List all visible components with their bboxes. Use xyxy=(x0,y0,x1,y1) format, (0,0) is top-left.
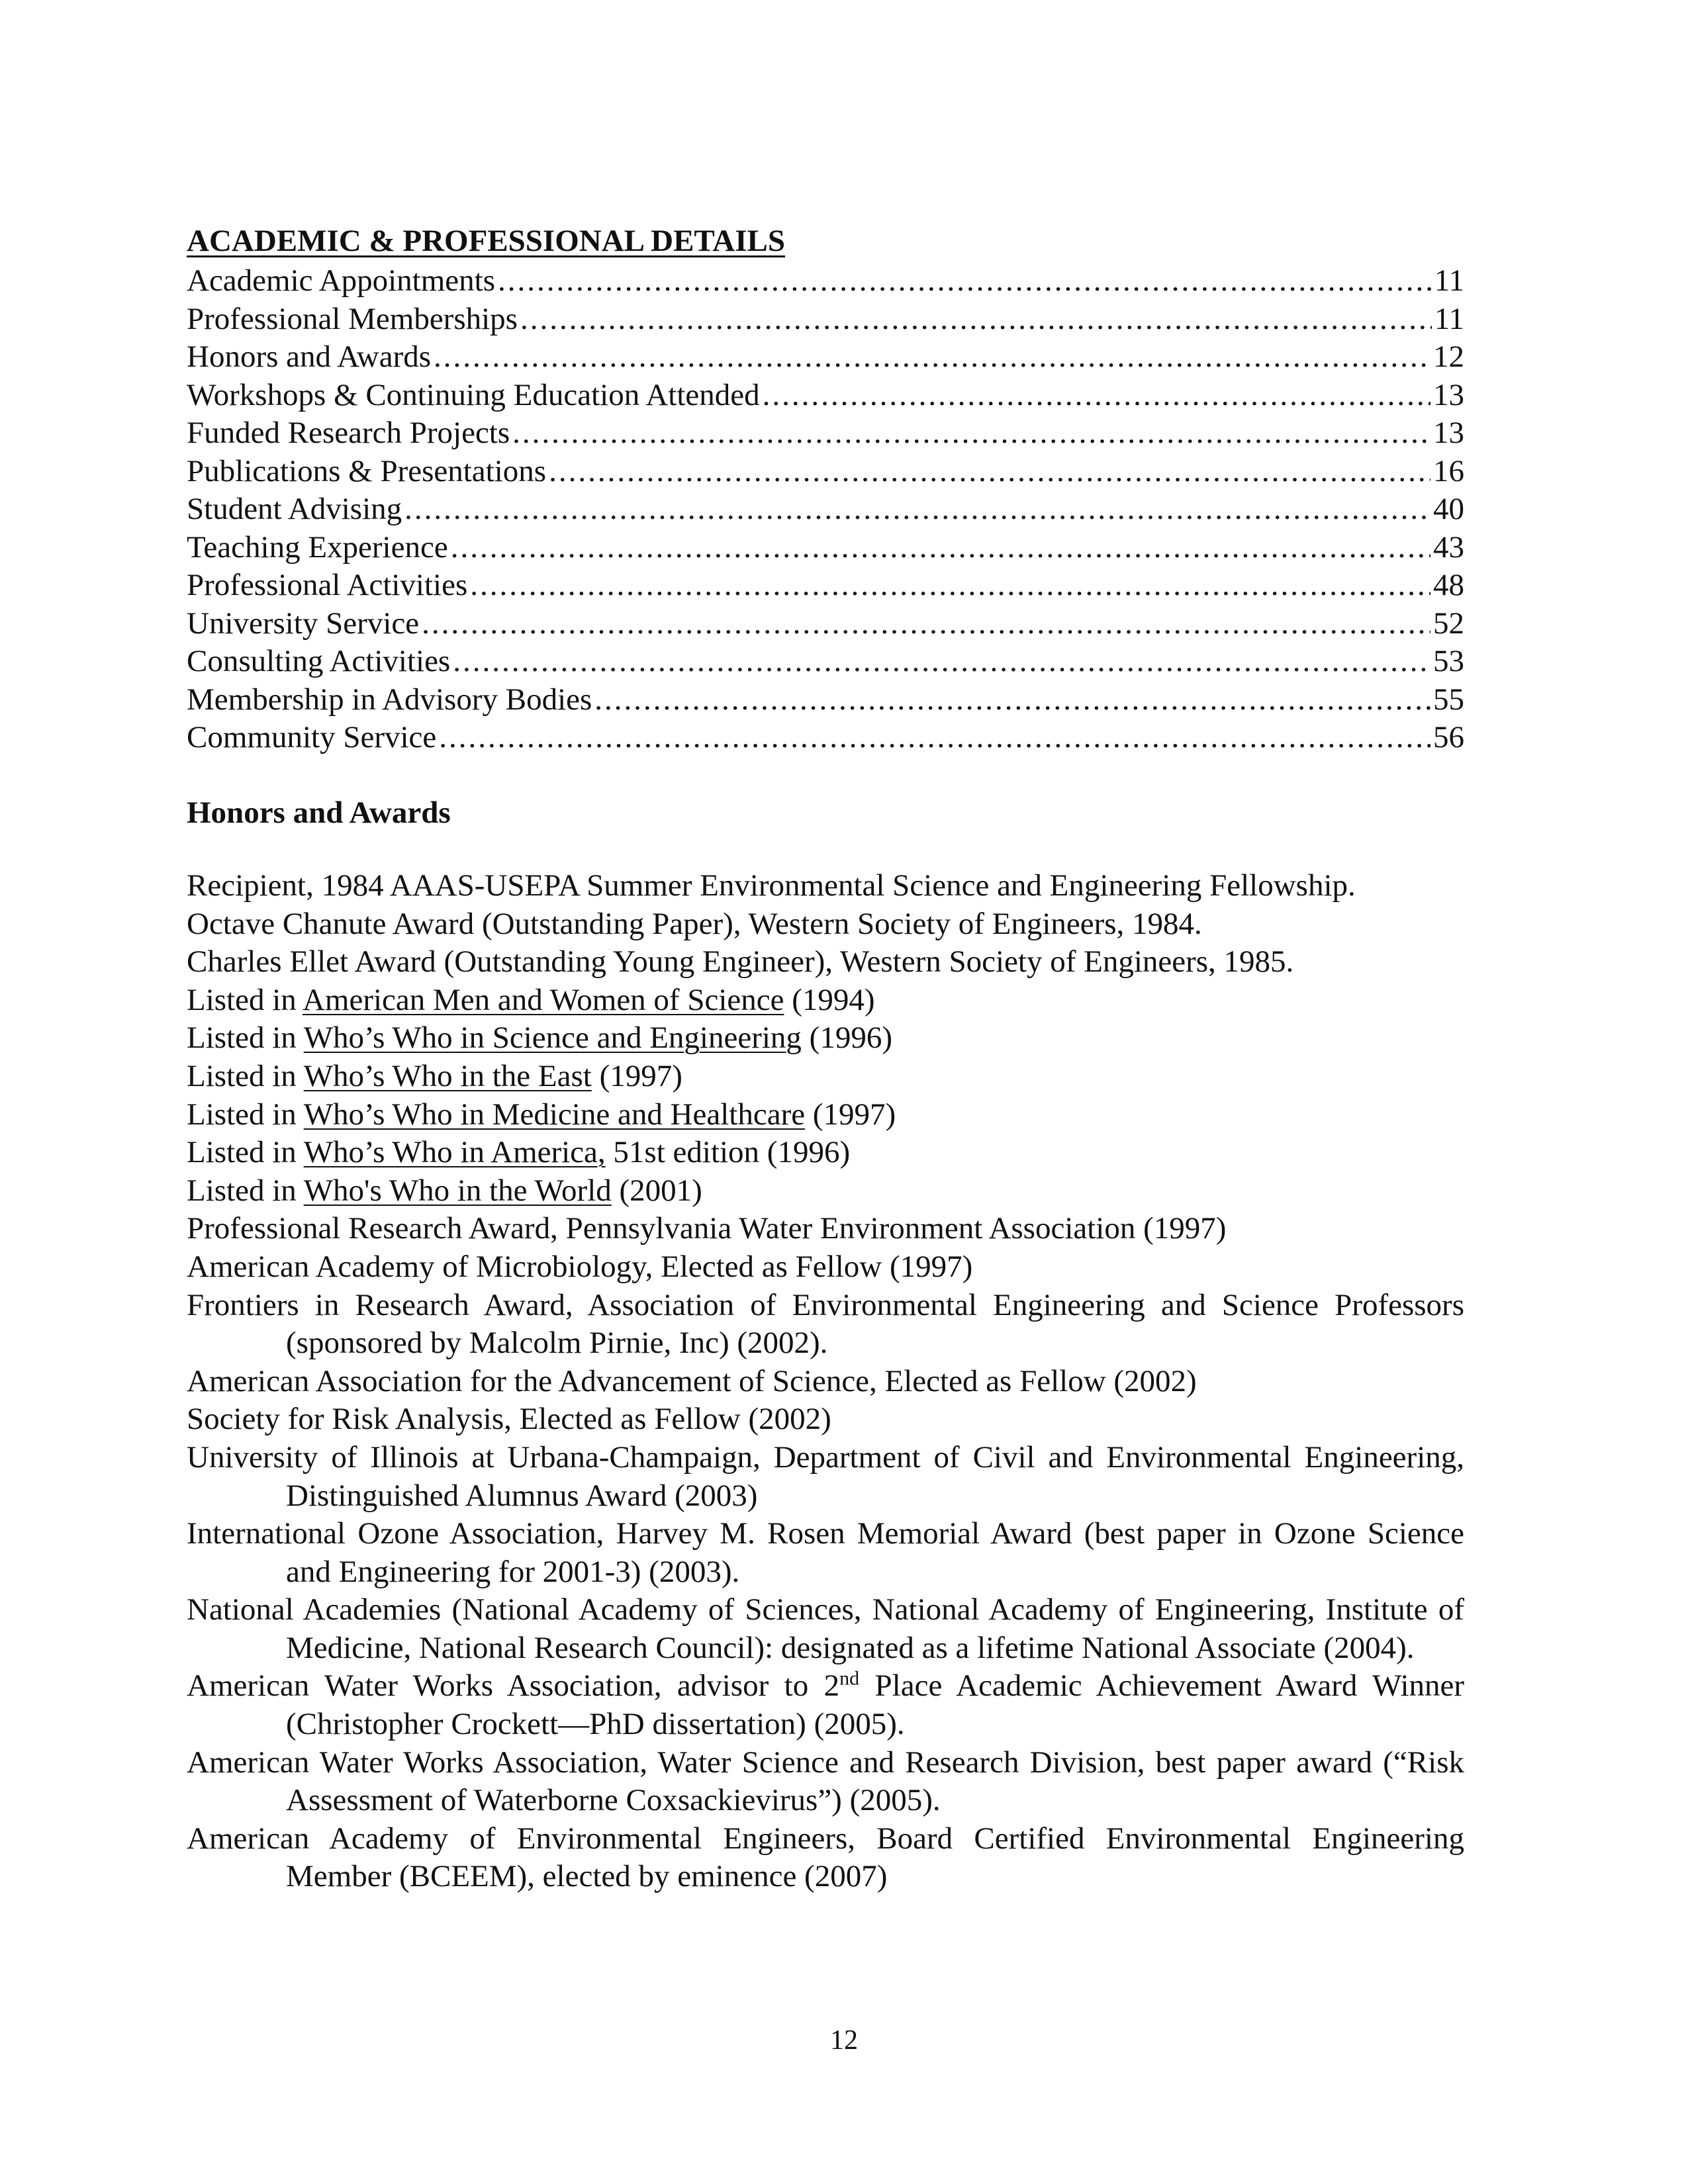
toc-leader-dots xyxy=(594,681,1430,719)
award-item xyxy=(187,1172,1464,1210)
award-prefix: Listed in xyxy=(187,1058,304,1093)
honors-list xyxy=(187,867,1464,1896)
publication-title: American Men and Women of Science xyxy=(302,982,784,1017)
award-item: University of Illinois at Urbana-Champaign, Department of Civil and Environmental Engineering, Distinguished Alumnus Award (2003) xyxy=(187,1439,1464,1513)
toc-entry-page: 56 xyxy=(1433,720,1464,754)
award-prefix: Listed in xyxy=(187,982,303,1017)
toc-entry-page: 12 xyxy=(1433,340,1464,374)
award-prefix: Listed in xyxy=(187,1021,304,1056)
publication-title: Who’s Who in Science and Engineering xyxy=(303,1021,802,1056)
toc-entry-label: Professional Activities xyxy=(187,568,468,602)
toc-entry xyxy=(187,719,1464,757)
toc-entry-label: Community Service xyxy=(187,720,437,754)
toc-entry xyxy=(187,377,1464,415)
toc-leader-dots xyxy=(434,338,1430,376)
toc-entry-page: 43 xyxy=(1433,529,1464,565)
award-item xyxy=(187,1667,1464,1743)
toc-leader-dots xyxy=(520,300,1432,338)
toc-leader-dots xyxy=(439,719,1430,756)
award-item: American Academy of Environmental Engineers, Board Certified Environmental Engineering Member (BCEEM), elected by eminence (2007) xyxy=(187,1821,1464,1894)
award-suffix: (2001) xyxy=(611,1173,702,1208)
toc-entry xyxy=(187,300,1464,339)
toc-entry-page: 48 xyxy=(1433,568,1464,602)
ordinal-superscript: nd xyxy=(839,1667,860,1690)
publication-title: Who’s Who in America, xyxy=(303,1135,606,1170)
toc-entry xyxy=(187,262,1464,300)
award-item: Society for Risk Analysis, Elected as Fellow (2002) xyxy=(187,1402,831,1437)
toc-entry-label: Professional Memberships xyxy=(187,301,518,336)
toc-entry-page: 52 xyxy=(1433,606,1464,641)
honors-heading: Honors and Awards xyxy=(187,796,451,830)
award-item: National Academies (National Academy of Sciences, National Academy of Engineering, Institute of Medicine, National Research Council): designated as a lifetime National Associate (2004). xyxy=(187,1592,1464,1665)
toc-entry-label: University Service xyxy=(187,606,420,641)
toc-entry-page: 11 xyxy=(1434,301,1464,336)
award-suffix: (1997) xyxy=(805,1097,896,1132)
toc-entry-label: Workshops & Continuing Education Attended xyxy=(187,377,760,412)
award-item: Professional Research Award, Pennsylvania Water Environment Association (1997) xyxy=(187,1211,1227,1246)
toc-leader-dots xyxy=(451,529,1430,567)
toc-entry-page: 16 xyxy=(1433,453,1464,488)
toc-heading: ACADEMIC & PROFESSIONAL DETAILS xyxy=(187,224,786,258)
award-prefix: Listed in xyxy=(187,1135,304,1170)
toc-entry-page: 11 xyxy=(1434,263,1464,298)
award-text-before: American Water Works Association, advisor to 2 xyxy=(187,1668,840,1704)
award-text-after: Place Academic Achievement Award Winner (Christopher Crockett—PhD dissertation) (2005). xyxy=(286,1668,1465,1742)
toc-entry xyxy=(187,567,1464,605)
award-suffix: (1994) xyxy=(784,982,875,1017)
toc-entry-page: 40 xyxy=(1433,492,1464,526)
toc-entry xyxy=(187,338,1464,377)
award-item: American Academy of Microbiology, Elected as Fellow (1997) xyxy=(187,1249,973,1284)
award-prefix: Listed in xyxy=(187,1097,304,1132)
award-item: American Water Works Association, Water Science and Research Division, best paper award (“Risk Assessment of Waterborne Coxsackievirus”) (2005). xyxy=(187,1745,1464,1818)
toc-leader-dots xyxy=(512,414,1430,452)
toc-entry-label: Honors and Awards xyxy=(187,340,432,374)
award-suffix: 51st edition (1996) xyxy=(605,1135,851,1170)
toc-entry-label: Teaching Experience xyxy=(187,529,448,565)
award-item xyxy=(187,1096,1464,1134)
toc-entry xyxy=(187,605,1464,643)
toc-leader-dots xyxy=(470,567,1430,604)
award-item: Frontiers in Research Award, Association of Environmental Engineering and Science Professors (sponsored by Malcolm Pirnie, Inc) (2002). xyxy=(187,1287,1464,1361)
toc-entry xyxy=(187,414,1464,453)
toc-leader-dots xyxy=(404,490,1430,528)
toc-entry-label: Academic Appointments xyxy=(187,263,495,298)
toc-entry-label: Student Advising xyxy=(187,492,402,526)
award-item: International Ozone Association, Harvey M. Rosen Memorial Award (best paper in Ozone Science and Engineering for 2001-3) (2003). xyxy=(187,1516,1464,1589)
publication-title: Who’s Who in the East xyxy=(303,1058,592,1093)
award-prefix: Listed in xyxy=(187,1173,304,1208)
toc-entry-page: 55 xyxy=(1433,682,1464,717)
publication-title: Who's Who in the World xyxy=(303,1173,612,1208)
table-of-contents xyxy=(187,262,1464,757)
award-item: American Association for the Advancement of Science, Elected as Fellow (2002) xyxy=(187,1363,1197,1398)
award-item: Octave Chanute Award (Outstanding Paper), Western Society of Engineers, 1984. xyxy=(187,906,1202,941)
toc-leader-dots xyxy=(453,643,1430,680)
toc-entry xyxy=(187,453,1464,491)
award-item xyxy=(187,1019,1464,1058)
toc-entry-label: Funded Research Projects xyxy=(187,416,510,450)
award-item: Recipient, 1984 AAAS-USEPA Summer Environmental Science and Engineering Fellowship. xyxy=(187,868,1356,903)
award-item xyxy=(187,1134,1464,1172)
toc-entry-label: Publications & Presentations xyxy=(187,453,547,488)
toc-entry-page: 13 xyxy=(1433,416,1464,450)
toc-entry xyxy=(187,490,1464,529)
toc-entry xyxy=(187,529,1464,567)
toc-entry xyxy=(187,643,1464,681)
toc-entry-page: 13 xyxy=(1433,377,1464,412)
award-item: Charles Ellet Award (Outstanding Young Engineer), Western Society of Engineers, 1985. xyxy=(187,944,1294,979)
toc-leader-dots xyxy=(549,453,1430,490)
toc-entry-label: Consulting Activities xyxy=(187,644,451,678)
award-item xyxy=(187,1058,1464,1096)
publication-title: Who’s Who in Medicine and Healthcare xyxy=(303,1097,806,1132)
toc-entry xyxy=(187,681,1464,719)
award-item xyxy=(187,981,1464,1020)
toc-entry-page: 53 xyxy=(1433,644,1464,678)
award-suffix: (1997) xyxy=(591,1058,682,1093)
page-number: 12 xyxy=(830,2025,858,2056)
toc-entry-label: Membership in Advisory Bodies xyxy=(187,682,592,717)
toc-leader-dots xyxy=(763,377,1430,414)
toc-leader-dots xyxy=(422,605,1430,643)
toc-leader-dots xyxy=(498,262,1432,300)
award-suffix: (1996) xyxy=(801,1021,892,1056)
